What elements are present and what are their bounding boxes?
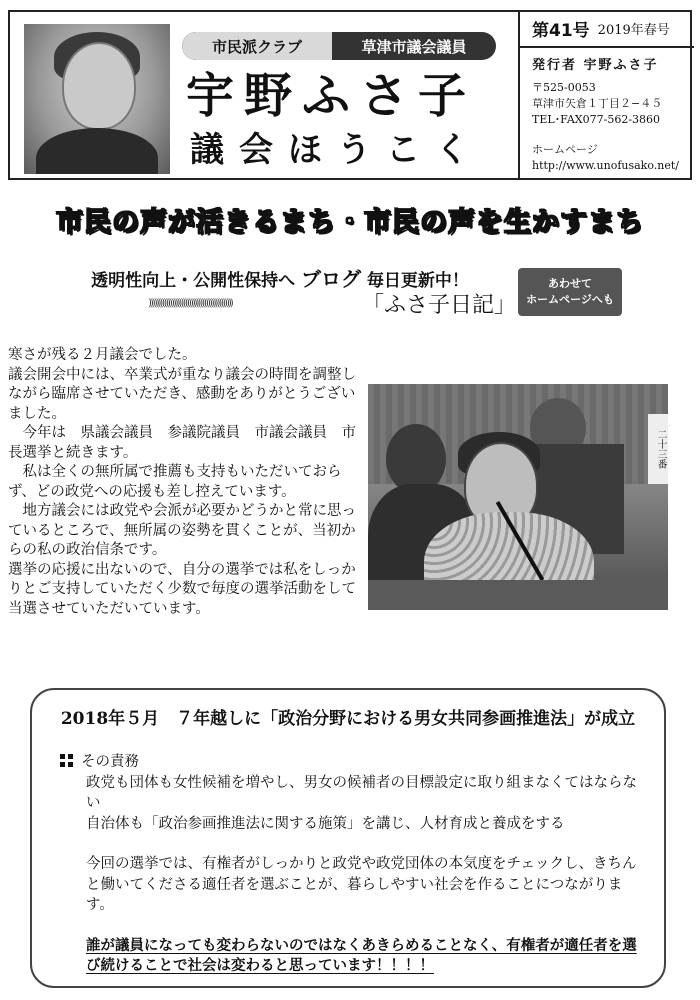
article-paragraph: 私は全くの無所属で推薦も支持もいただいておらず、どの政党への応援も差し控えています。 <box>8 464 342 500</box>
badge-line-1: あわせて <box>548 277 592 290</box>
homepage-label: ホームページ <box>532 143 598 156</box>
law-body <box>60 752 650 977</box>
law-box <box>30 688 666 988</box>
badge-line-2: ホームページへも <box>526 293 614 306</box>
issue-number: 第41号 <box>532 20 590 41</box>
role-tag: 草津市議会議員 <box>361 37 467 56</box>
newsletter-header <box>8 10 692 180</box>
party-tag: 市民派クラブ <box>182 32 332 60</box>
address: 草津市矢倉１丁目２−４５ <box>532 97 663 110</box>
article-paragraph: 今年は 県議会議員 参議院議員 市議会議員 市長選挙と続きます。 <box>8 425 356 461</box>
duty-item: 政党も団体も女性候補を増やし、男女の候補者の目標設定に取り組まなくてはならない <box>86 774 637 811</box>
article-paragraph: 寒さが残る２月議会でした。 <box>8 347 197 363</box>
grid-bullet-icon <box>60 754 73 767</box>
publisher-info <box>520 48 694 174</box>
assembly-photo <box>368 384 668 610</box>
article-paragraph: 議会開会中には、卒業式が重なり議会の時間を調整しながら臨席させていただき、感動をありがとうございました。 <box>8 366 356 422</box>
duty-heading: その責務 <box>60 752 650 773</box>
blog-word: ブログ <box>301 267 361 291</box>
author-name: 宇野ふさ子 <box>186 68 477 124</box>
election-paragraph: 今回の選挙では、有権者がしっかりと政党や政党団体の本気度をチェックし、きちんと働いてくださる適任者を選ぶことが、暮らしやすい社会を作ることにつながります。 <box>86 856 637 913</box>
affiliation-bar <box>182 32 496 60</box>
homepage-url[interactable]: http://www.unofusako.net/ <box>532 159 679 172</box>
postal-code: 〒525-0053 <box>532 81 596 94</box>
issue-date: 2019年春号 <box>597 22 670 38</box>
author-portrait <box>24 24 170 174</box>
slogan-banner: 市民の声が活きるまち・市民の声を生かすまち <box>56 207 644 238</box>
diary-title[interactable]: 「ふさ子日記」 <box>362 293 517 318</box>
article-paragraph: 選挙の応援に出ないので、自分の選挙では私をしっかりとご支持していただく少数で毎度の選挙活動をして当選させていただいています。 <box>8 561 356 617</box>
duty-item: 自治体も「政治参画推進法に関する施策」を講じ、人材育成と養成をする <box>86 815 565 832</box>
article-body <box>8 346 356 619</box>
newsletter-title: 議会ほうこく <box>190 130 484 170</box>
publisher-name: 発行者 宇野ふさ子 <box>532 58 659 73</box>
closing-statement: 誰が議員になっても変わらないのではなくあきらめることなく、有権者が適任者を選び続けることで社会は変わると思っています！！！！ <box>86 937 637 974</box>
blog-lead: 透明性向上・公開性保持へ <box>91 271 296 291</box>
law-title: 2018年５月 ７年越しに「政治分野における男女共同参画推進法」が成立 <box>60 709 636 729</box>
homepage-badge[interactable] <box>518 268 622 316</box>
issue-info <box>518 10 694 180</box>
phone-fax: TEL･FAX077-562-3860 <box>532 113 661 126</box>
blog-tail: 毎日更新中！ <box>366 271 469 291</box>
wave-decoration: )))))))))))))))))))))))))))))))))))))))))))) <box>148 298 232 309</box>
seat-plate: 二十三番 <box>648 414 668 484</box>
article-paragraph: 地方議会には政党や会派が必要かどうかと常に思っているところで、無所属の姿勢を貫くことが、当初からの私の政治信条です。 <box>8 503 356 558</box>
